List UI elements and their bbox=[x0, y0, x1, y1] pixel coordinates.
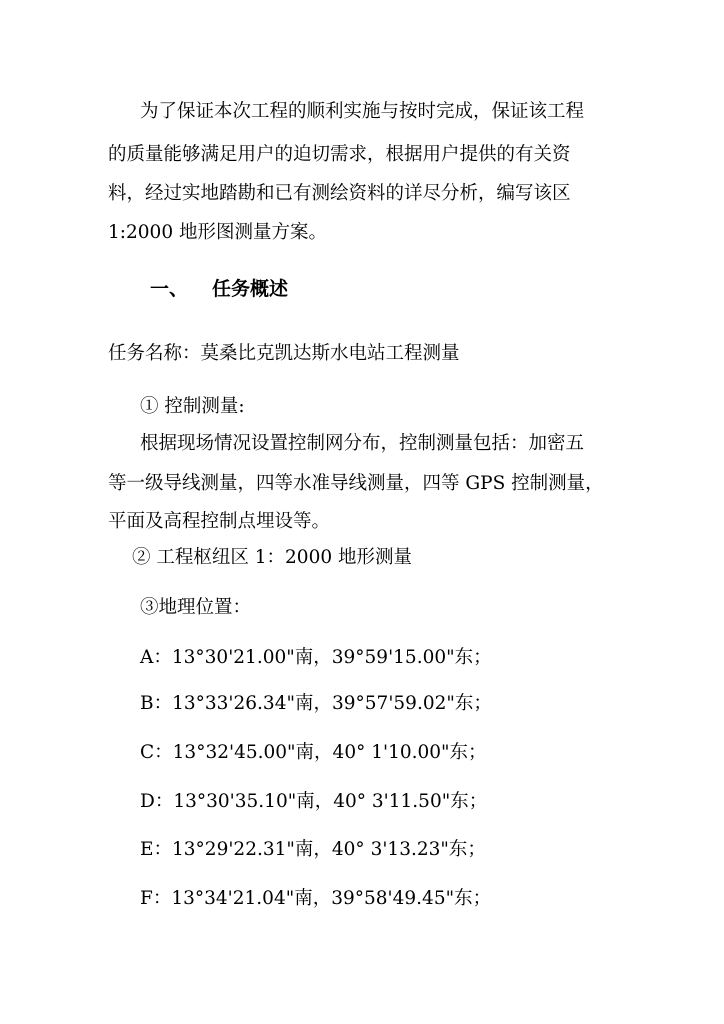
coordinate-d: D：13°30'35.10"南，40° 3'11.50"东； bbox=[140, 791, 488, 812]
coordinate-a: A：13°30'21.00"南，39°59'15.00"东； bbox=[140, 647, 492, 668]
control-survey-line-1: 根据现场情况设置控制网分布，控制测量包括：加密五 bbox=[140, 433, 585, 454]
control-survey-title: ① 控制测量: bbox=[140, 396, 245, 417]
topographic-survey-title: ② 工程枢纽区 1：2000 地形测量 bbox=[132, 547, 412, 568]
task-name-label: 任务名称： bbox=[108, 343, 201, 364]
section-title: 任务概述 bbox=[212, 278, 289, 300]
geographic-location-title: ③地理位置： bbox=[140, 597, 252, 618]
coordinate-f: F：13°34'21.04"南，39°58'49.45"东； bbox=[140, 888, 492, 909]
intro-line-3: 料，经过实地踏勘和已有测绘资料的详尽分析，编写该区 bbox=[108, 183, 571, 204]
intro-line-1: 为了保证本次工程的顺利实施与按时完成，保证该工程 bbox=[140, 101, 585, 122]
task-name-value: 莫桑比克凯达斯水电站工程测量 bbox=[200, 343, 460, 364]
coordinate-e: E：13°29'22.31"南，40° 3'13.23"东； bbox=[140, 839, 486, 860]
section-number: 一、 bbox=[150, 278, 189, 300]
control-survey-line-3: 平面及高程控制点埋设等。 bbox=[108, 511, 331, 532]
coordinate-b: B：13°33'26.34"南，39°57'59.02"东； bbox=[140, 693, 492, 714]
intro-line-2: 的质量能够满足用户的迫切需求，根据用户提供的有关资 bbox=[108, 144, 571, 165]
intro-line-4: 1:2000 地形图测量方案。 bbox=[108, 222, 327, 243]
coordinate-c: C：13°32'45.00"南，40° 1'10.00"东； bbox=[140, 742, 487, 763]
control-survey-line-2: 等一级导线测量，四等水准导线测量，四等 GPS 控制测量， bbox=[108, 473, 604, 494]
task-name-row bbox=[108, 342, 460, 366]
